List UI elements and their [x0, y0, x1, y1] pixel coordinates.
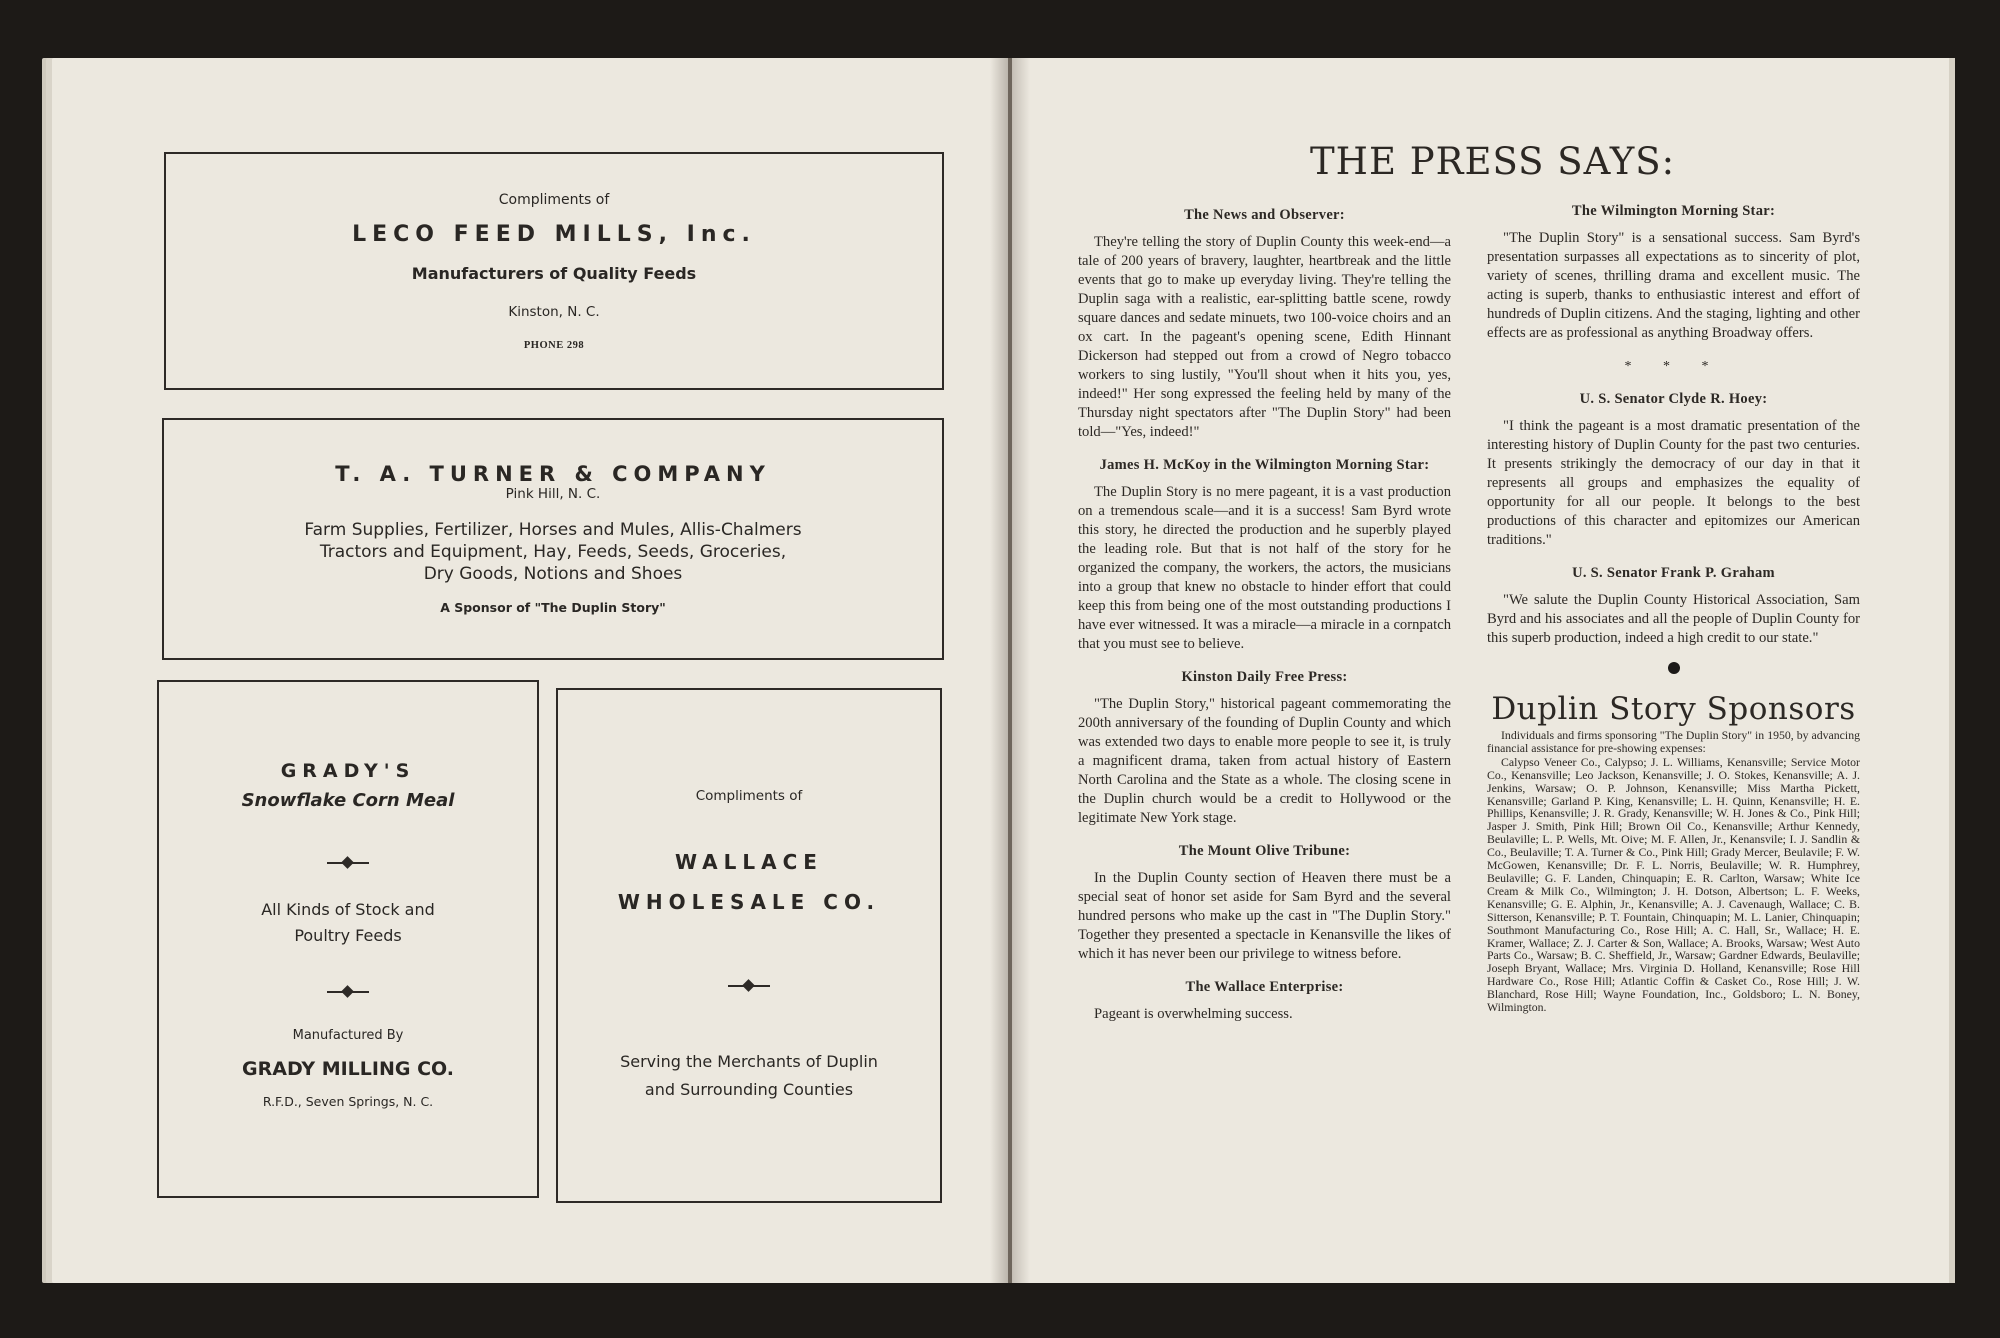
ornament-divider [327, 986, 369, 998]
ad-turner-line2: Tractors and Equipment, Hay, Feeds, Seeds, Groceries, [319, 542, 787, 562]
sponsors-title: Duplin Story Sponsors [1491, 691, 1856, 727]
star-separator: * * * [1624, 359, 1723, 374]
quote-source: U. S. Senator Frank P. Graham [1572, 565, 1775, 581]
ad-leco-location: Kinston, N. C. [508, 304, 600, 320]
ad-grady-location: R.F.D., Seven Springs, N. C. [262, 1094, 434, 1109]
quote-text: "The Duplin Story" is a sensational success. Sam Byrd's presentation surpasses all expectations as to sincerity of plot, variety of scenes, thrilling drama and excellent music. The acting is superb, thanks to enthusiastic interest and effort of hundreds of Duplin citizens. And the staging, lighting and other effects are as professional as anything Broadway offers. [1487, 230, 1860, 341]
quote-source: The Wallace Enterprise: [1185, 979, 1344, 995]
quote-text: They're telling the story of Duplin County this week-end—a tale of 200 years of bravery, laughter, heartbreak and the little events that go to make up everyday living. They're telling the Duplin saga with a realistic, ear-splitting battle scene, rowdy square dances and sedate minuets, two 100-voice choirs and an ox cart. In the pageant's opening scene, Edith Hinnant Dickerson had stepped out from a crowd of Negro tobacco workers to sing lustily, "You'll shout when it hits you, yes, indeed!" Her song expressed the feeling held by many of the Thursday night spectators after "The Duplin Story" had been told—"Yes, indeed!" [1078, 234, 1451, 440]
sponsors-list: Calypso Veneer Co., Calypso; J. L. Williams, Kenansville; Service Motor Co., Kenansville; Leo Jackson, Kenansville; J. O. Stokes, Kenansville; A. J. Jenkins, Warsaw; O. P. Johnson, Kenansville; Miss Martha Pickett, Kenansville; Garland P. King, Kenansville; L. H. Quinn, Kenansville; H. E. Phillips, Kenansville; J. R. Grady, Kenansville; W. H. Jones & Co., Pink Hill; Jasper J. Smith, Pink Hill; Brown Oil Co., Kenansville; Arthur Kennedy, Beulaville; L. P. Wells, Mt. Oive; M. F. Allen, Jr., Kenansvile; I. J. Sandlin & Co., Beulaville; T. A. Turner & Co., Pink Hill; Grady Mercer, Beulavile; F. W. McGowen, Kenansville; Dr. F. L. Norris, Beulaville; W. R. Humphrey, Beulaville; G. F. Landen, Chinquapin; E. R. Carlton, Warsaw; White Ice Cream & Milk Co., Wilmington; J. H. Dotson, Albertson; L. F. Weeks, Kenansville; G. E. Alphin, Jr., Kenansville; A. J. Cavenaugh, Wallace; C. B. Sitterson, Kenansville; P. T. Fountain, Chinquapin; M. L. Lanier, Chinquapin; Southmont Manufacturing Co., Rose Hill; A. C. Hall, Sr., Wallace; H. E. Kramer, Wallace; Z. J. Carter & Son, Wallace; A. Brooks, Warsaw; West Auto Parts Co., Warsaw; B. C. Sheffield, Jr., Warsaw; Gardner Edwards, Beulaville; Joseph Bryant, Wallace; Mrs. Virginia D. Holland, Kenansville; Rose Hill Hardware Co., Rose Hill; Atlantic Coffin & Casket Co., Rose Hill; J. W. Blanchard, Rose Hill; Wayne Foundation, Inc., Goldsboro; L. N. Boney, Wilmington. [1487, 754, 1860, 1015]
ad-grady-manufactured-by: Manufactured By [292, 1028, 404, 1043]
ornament-divider [728, 980, 770, 992]
ad-wallace-line1: Serving the Merchants of Duplin [620, 1052, 878, 1071]
ad-wallace-line2: and Surrounding Counties [644, 1080, 854, 1099]
quote-text: In the Duplin County section of Heaven there must be a special seat of honor set aside for Sam Byrd and the several hundred persons who make up the cast in "The Duplin Story." Together they presented a spectacle in Kenansville the likes of which it has never been our privilege to witness before. [1078, 870, 1451, 962]
ad-turner-company [162, 418, 944, 660]
ad-wallace-name2: WHOLESALE CO. [617, 890, 881, 914]
quote-source: The Mount Olive Tribune: [1178, 843, 1351, 859]
quote-text: The Duplin Story is no mere pageant, it is a vast production on a tremendous scale—and it is a success! Sam Byrd wrote this story, he directed the production and he superbly played the leading role. But that is not half of the story for he organized the company, the workers, the actors, the musicians into a group that knew no obstacle to hinder effort that could keep this from being one of the most outstanding productions I have ever witnessed. It was a miracle—a miracle in a cornpatch that you must see to believe. [1078, 484, 1451, 652]
ad-leco-tagline: Manufacturers of Quality Feeds [411, 264, 697, 283]
ad-turner-name: T. A. TURNER & COMPANY [335, 462, 771, 486]
ad-gradys-corn-meal [157, 680, 539, 1198]
ad-turner-location: Pink Hill, N. C. [505, 486, 601, 502]
ad-grady-line1: All Kinds of Stock and [261, 900, 435, 919]
ad-turner-line1: Farm Supplies, Fertilizer, Horses and Mules, Allis-Chalmers [304, 520, 802, 540]
ad-grady-product: Snowflake Corn Meal [241, 790, 455, 811]
ad-wallace-name1: WALLACE [675, 850, 823, 874]
quote-text: "The Duplin Story," historical pageant commemorating the 200th anniversary of the founding of Duplin County and which was extended two days to enable more people to see it, is truly a magnificent drama, taken from actual history of Eastern North Carolina and the State as a whole. The closing scene in the Duplin church would be a credit to Hollywood or the legitimate New York stage. [1078, 696, 1451, 826]
quote-source: Kinston Daily Free Press: [1181, 669, 1348, 685]
ad-wallace-compliments: Compliments of [695, 788, 803, 804]
ad-leco-feed-mills [164, 152, 944, 390]
press-right-column [1487, 202, 1860, 1014]
press-says-title: THE PRESS SAYS: [1310, 140, 1676, 183]
ad-grady-name: GRADY'S [280, 760, 416, 782]
quote-text: Pageant is overwhelming success. [1094, 1006, 1293, 1022]
sponsors-block [1487, 729, 1860, 1014]
book-spine [1008, 58, 1012, 1283]
ad-leco-name: LECO FEED MILLS, Inc. [352, 222, 756, 247]
ad-leco-phone: PHONE 298 [523, 340, 585, 351]
quote-source: James H. McKoy in the Wilmington Morning Star: [1099, 457, 1430, 473]
ad-turner-sponsor: A Sponsor of "The Duplin Story" [440, 600, 666, 615]
ad-grady-company: GRADY MILLING CO. [242, 1058, 454, 1080]
quote-source: U. S. Senator Clyde R. Hoey: [1579, 391, 1768, 407]
ornament-divider [327, 857, 369, 869]
quote-text: "We salute the Duplin County Historical Association, Sam Byrd and his associates and all the people of Duplin County for this superb production, indeed a high credit to our state." [1487, 592, 1860, 646]
quote-text: "I think the pageant is a most dramatic presentation of the interesting history of Duplin County for the past two centuries. It presents strikingly the democracy of our day in that it represents all groups and emphasizes the equality of opportunity for all our people. It belongs to the best productions of this character and epitomizes our American traditions." [1487, 418, 1860, 548]
quote-source: The Wilmington Morning Star: [1571, 203, 1776, 219]
press-left-column [1078, 206, 1451, 1038]
ad-wallace-wholesale [556, 688, 942, 1203]
ad-grady-line2: Poultry Feeds [294, 926, 402, 945]
ad-leco-compliments: Compliments of [498, 192, 610, 208]
sponsors-intro: Individuals and firms sponsoring "The Duplin Story" in 1950, by advancing financial assistance for pre-showing expenses: [1487, 728, 1860, 755]
bullet-dot [1668, 662, 1680, 674]
quote-source: The News and Observer: [1184, 207, 1345, 223]
ad-turner-line3: Dry Goods, Notions and Shoes [423, 564, 683, 584]
